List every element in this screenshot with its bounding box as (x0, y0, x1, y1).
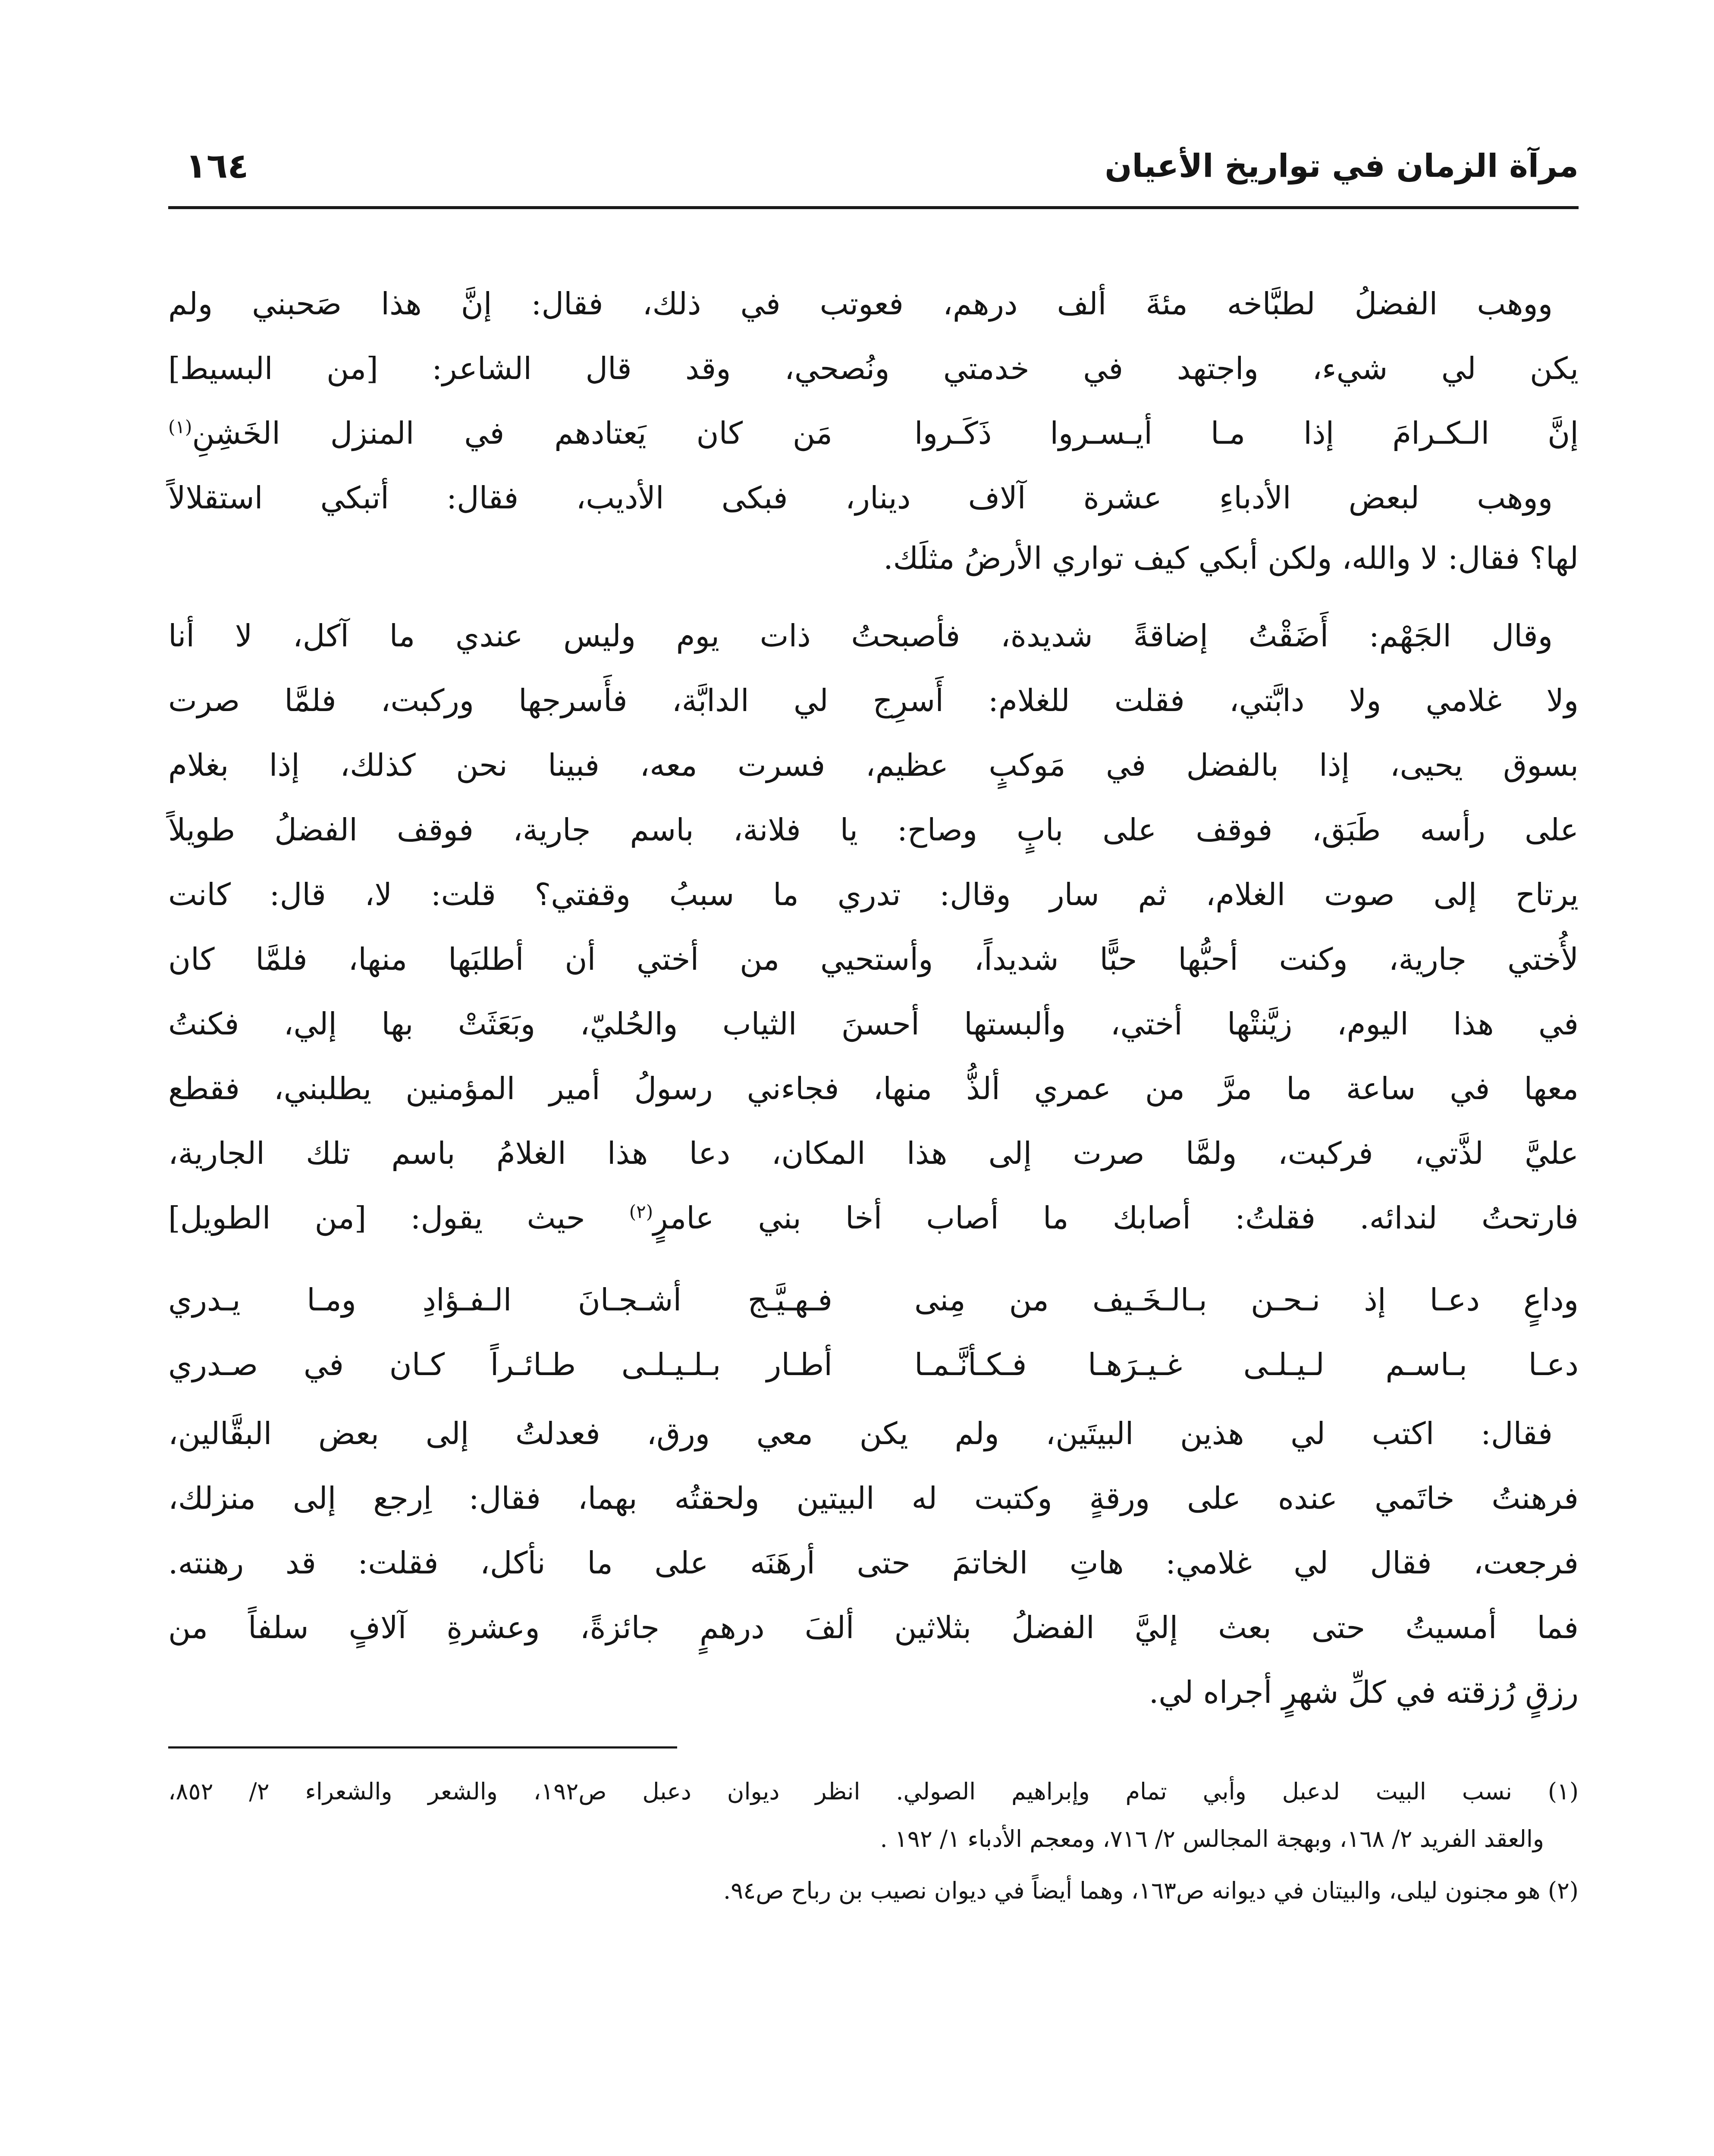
body-line: ولا غلامي ولا دابَّتي، فقلت للغلام: أَسرِج لي الدابَّة، فأَسرجها وركبت، فلمَّا صرت (168, 683, 1579, 718)
footnote-line: (٢) هو مجنون ليلى، والبيتان في ديوانه ص١٦٣، وهما أيضاً في ديوان نصيب بن رباح ص٩٤. (723, 1877, 1579, 1904)
book-title: مرآة الزمان في تواريخ الأعيان (1105, 147, 1579, 185)
body-line: على رأسه طَبَق، فوقف على بابٍ وصاح: يا فلانة، باسم جارية، فوقف الفضلُ طويلاً (168, 812, 1579, 848)
body-line: فرجعت، فقال لي غلامي: هاتِ الخاتمَ حتى أرهَنَه على ما نأكل، فقلت: قد رهنته. (168, 1545, 1579, 1581)
verse-line (168, 1341, 1579, 1393)
body-line: معها في ساعة ما مرَّ من عمري ألذُّ منها، فجاءني رسولُ أمير المؤمنين يطلبني، فقطع (168, 1071, 1579, 1106)
verse-first-hemistich: وداعٍ دعـا إذ نـحـن بـالـخَـيف من مِنى (914, 1282, 1579, 1318)
verse-line (168, 410, 1579, 461)
body-line: فارتحتُ لندائه. فقلتُ: أصابك ما أصاب أخا بني عامرٍ$^{(٢)}$ حيث يقول: [من الطويل] (168, 1200, 1579, 1236)
body-line: فقال: اكتب لي هذين البيتَين، ولم يكن معي ورق، فعدلتُ إلى بعض البقَّالين، (168, 1416, 1553, 1451)
verse-line (168, 1276, 1579, 1328)
body-line: لها؟ فقال: لا والله، ولكن أبكي كيف تواري الأرضُ مثلَك. (883, 540, 1579, 576)
header-rule (168, 206, 1579, 209)
body-line: في هذا اليوم، زيَّنتْها أختي، وألبستها أحسنَ الثياب والحُليّ، وبَعَثَتْ بها إلي، فكنتُ (168, 1006, 1579, 1042)
verse-second-hemistich: فـهـيَّـج أشـجـانَ الـفـؤادِ ومـا يـدري (168, 1282, 832, 1318)
footnote-rule (168, 1746, 677, 1749)
body-line: رزقٍ رُزقته في كلِّ شهرٍ أجراه لي. (1149, 1674, 1579, 1710)
body-line: فرهنتُ خاتَمي عنده على ورقةٍ وكتبت له البيتين ولحقتُه بهما، فقال: اِرجع إلى منزلك، (168, 1480, 1579, 1516)
body-line: فما أمسيتُ حتى بعث إليَّ الفضلُ بثلاثين ألفَ درهمٍ جائزةً، وعشرةِ آلافٍ سلفاً من (168, 1610, 1579, 1645)
body-line: بسوق يحيى، إذا بالفضل في مَوكبٍ عظيم، فسرت معه، فبينا نحن كذلك، إذا بغلام (168, 747, 1579, 783)
footnote-line: والعقد الفريد ٢/ ١٦٨، وبهجة المجالس ٢/ ٧١٦، ومعجم الأدباء ١/ ١٩٢ . (880, 1825, 1544, 1852)
body-line: ووهب لبعض الأدباءِ عشرة آلاف دينار، فبكى الأديب، فقال: أتبكي استقلالاً (168, 480, 1553, 516)
verse-second-hemistich: أطـار بـلـيـلـى طـائـراً كـان في صـدري (168, 1347, 832, 1382)
book-page (168, 116, 1579, 2156)
verse-first-hemistich: إنَّ الـكـرامَ إذا مـا أيـسـروا ذَكَـروا (914, 415, 1579, 451)
page-number: ١٦٤ (185, 146, 249, 186)
body-line: عليَّ لذَّتي، فركبت، ولمَّا صرت إلى هذا المكان، دعا هذا الغلامُ باسم تلك الجارية، (168, 1135, 1579, 1171)
body-line: لأُختي جارية، وكنت أحبُّها حبًّا شديداً، وأستحيي من أختي أن أطلبَها منها، فلمَّا كان (168, 941, 1579, 977)
body-line: يكن لي شيء، واجتهد في خدمتي ونُصحي، وقد قال الشاعر: [من البسيط] (168, 351, 1579, 386)
body-line: وقال الجَهْم: أَضَقْتُ إضاقةً شديدة، فأصبحتُ ذات يوم وليس عندي ما آكل، لا أنا (168, 618, 1553, 654)
body-line: يرتاح إلى صوت الغلام، ثم سار وقال: تدري ما سببُ وقفتي؟ قلت: لا، قال: كانت (168, 877, 1579, 912)
running-header (168, 142, 1579, 198)
verse-second-hemistich: مَن كان يَعتادهم في المنزل الخَشِنِ$^{(١)}$ (168, 415, 832, 451)
footnote-line: (١) نسب البيت لدعبل وأبي تمام وإبراهيم الصولي. انظر ديوان دعبل ص١٩٢، والشعر والشعراء ٢/ ٨٥٢، (168, 1778, 1579, 1805)
footnote-marker: (٢) (629, 1201, 653, 1222)
verse-first-hemistich: دعـا بـاسـم لـيـلـى غـيـرَهـا فـكـأنَّـمـا (914, 1347, 1579, 1382)
footnote-marker: (١) (168, 416, 192, 438)
body-line: ووهب الفضلُ لطبَّاخه مئةَ ألف درهم، فعوتب في ذلك، فقال: إنَّ هذا صَحبني ولم (168, 286, 1553, 322)
